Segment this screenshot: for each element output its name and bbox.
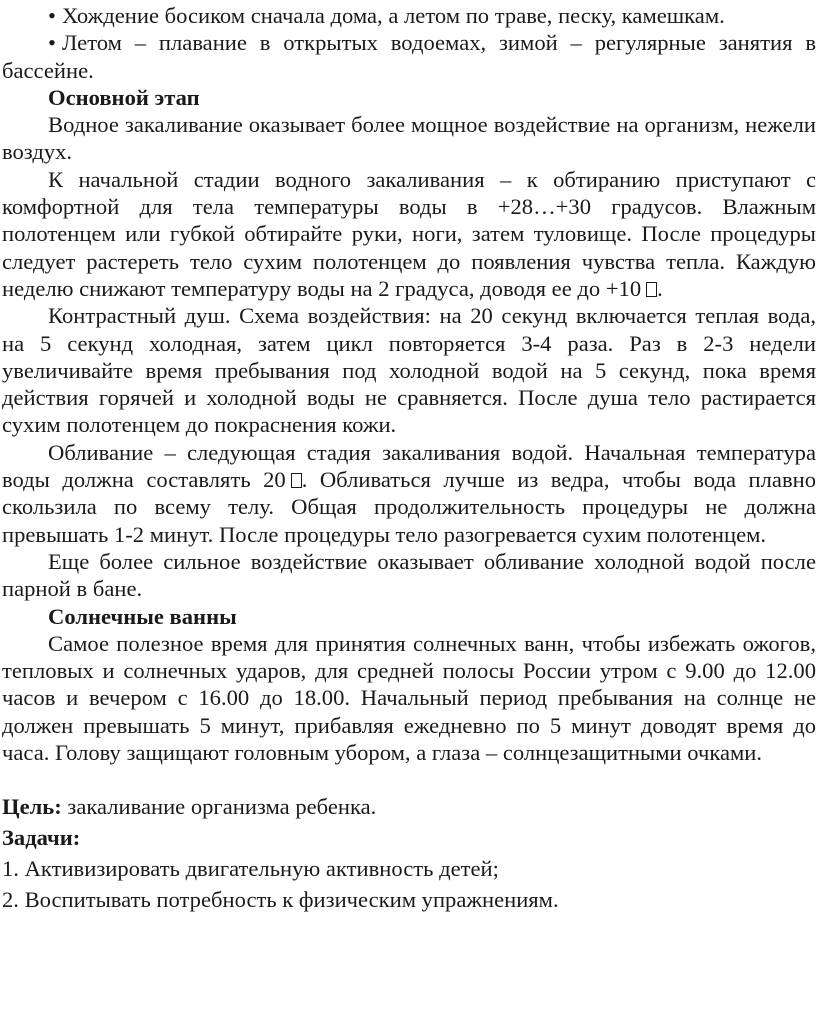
paragraph-text-end: . bbox=[657, 275, 663, 301]
bullet-item-swimming bbox=[2, 29, 816, 84]
bullet-text: Летом – плавание в открытых водоемах, зимой – регулярные занятия в бассейне. bbox=[2, 30, 816, 83]
task-item-2: 2. Воспитывать потребность к физическим упражнениям. bbox=[2, 887, 559, 913]
paragraph-sunbathing: Самое полезное время для принятия солнечных ванн, чтобы избежать ожогов, тепловых и солнечных ударов, для средней полосы России утром с 9.00 до 12.00 часов и вечером с 16.00 до 18.00. Начальный период пребывания на солнце не должен превышать 5 минут, прибавляя ежедневно по 5 минут доводят время до часа. Голову защищают головным убором, а глаза – солнцезащитными очками. bbox=[2, 630, 816, 766]
section-heading-sun: Солнечные ванны bbox=[48, 603, 237, 629]
bullet-text: Хождение босиком сначала дома, а летом по траве, песку, камешкам. bbox=[62, 3, 725, 28]
section-heading-main: Основной этап bbox=[48, 84, 200, 110]
task-item-1: 1. Активизировать двигательную активность детей; bbox=[2, 855, 499, 881]
missing-glyph-icon bbox=[646, 282, 657, 297]
goal-label: Цель: bbox=[2, 794, 62, 820]
paragraph-text: Обливание – следующая стадия закаливания водой. Начальная температура воды должна составлять 20 bbox=[2, 439, 816, 493]
paragraph-sauna: Еще более сильное воздействие оказывает обливание холодной водой после парной в бане. bbox=[2, 548, 816, 602]
paragraph-water-intro: Водное закаливание оказывает более мощное воздействие на организм, нежели воздух. bbox=[2, 112, 816, 165]
bullet-icon: • bbox=[48, 3, 56, 28]
missing-glyph-icon bbox=[291, 473, 302, 488]
paragraph-rubdown bbox=[2, 166, 816, 302]
tasks-label: Задачи: bbox=[2, 824, 81, 850]
bullet-icon: • bbox=[48, 30, 56, 56]
paragraph-contrast-shower: Контрастный душ. Схема воздействия: на 20 секунд включается теплая вода, на 5 секунд холодная, затем цикл повторяется 3-4 раза. Раз в 2-3 недели увеличивайте время пребывания под холодной водой на 5 секунд, пока время действия горячей и холодной воды не сравняется. После душа тело растирается сухим полотенцем до покраснения кожи. bbox=[2, 303, 816, 438]
goal-line bbox=[2, 793, 816, 820]
bullet-item-barefoot bbox=[2, 2, 816, 29]
paragraph-text-end: . Обливаться лучше из ведра, чтобы вода плавно скользила по всему телу. Общая продолжительность процедуры не должна превышать 1-2 минут. После процедуры тело разогревается сухим полотенцем. bbox=[2, 467, 816, 547]
paragraph-text: К начальной стадии водного закаливания – к обтиранию приступают с комфортной для тела температуры воды в +28…+30 градусов. Влажным полотенцем или губкой обтирайте руки, ноги, затем туловище. После процедуры следует растереть тело сухим полотенцем до появления чувства тепла. Каждую неделю снижают температуру воды на 2 градуса, доводя ее до +10 bbox=[2, 166, 816, 301]
goal-text: закаливание организма ребенка. bbox=[61, 794, 377, 820]
paragraph-dousing bbox=[2, 439, 816, 548]
spacer bbox=[2, 766, 816, 793]
